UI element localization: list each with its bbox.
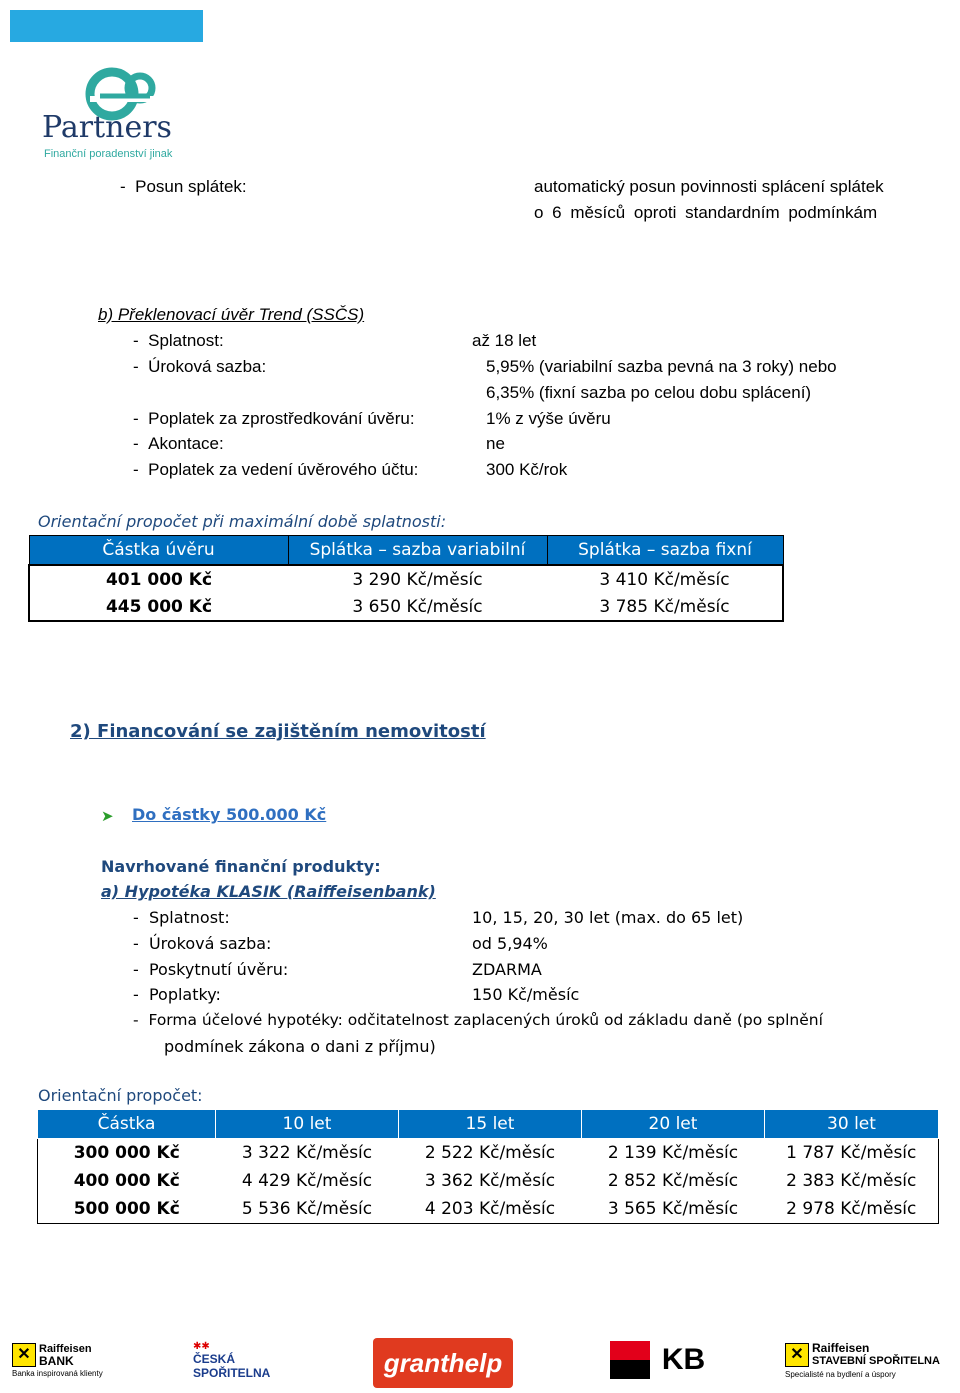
section-2-heading: 2) Financování se zajištěním nemovitostí xyxy=(70,721,486,742)
table-cell: 300 000 Kč xyxy=(73,1143,180,1163)
raiffeisen-name: Raiffeisen xyxy=(39,1342,92,1355)
table-cell: 3 362 Kč/měsíc xyxy=(424,1171,556,1191)
partners-logo xyxy=(40,66,180,166)
rss-line2: STAVEBNÍ SPOŘITELNA xyxy=(812,1354,940,1367)
table-header-cell: Částka úvěru xyxy=(29,536,288,566)
arrow-bullet-icon: ➤ xyxy=(101,808,114,825)
table-row xyxy=(38,1139,939,1168)
table-cell: 3 290 Kč/měsíc xyxy=(352,569,483,590)
raiffeisen-sub: BANK xyxy=(39,1353,74,1368)
table-cell: 2 852 Kč/měsíc xyxy=(607,1171,739,1191)
table-cell: 3 565 Kč/měsíc xyxy=(607,1199,739,1219)
posun-value-line1: automatický posun povinnosti splácení splátek xyxy=(534,177,884,196)
partners-logo-tagline: Finanční poradenství jinak xyxy=(44,148,173,160)
table-cell: 2 139 Kč/měsíc xyxy=(607,1143,739,1163)
product-value: 150 Kč/měsíc xyxy=(472,985,580,1004)
section-b-heading: b) Překlenovací úvěr Trend (SSČS) xyxy=(98,305,365,324)
table-row xyxy=(29,565,783,593)
section-b-value: 1% z výše úvěru xyxy=(486,409,611,428)
table-header-cell: 30 let xyxy=(765,1110,939,1139)
table-header-cell: Částka xyxy=(38,1110,216,1139)
partners-logo-name: Partners xyxy=(42,110,172,145)
section-b-item: - Splatnost: xyxy=(133,331,224,350)
rss-tagline: Specialisté na bydlení a úspory xyxy=(785,1369,896,1379)
raiffeisen-tagline: Banka inspirovaná klienty xyxy=(12,1368,103,1378)
raiffeisen-bank-logo xyxy=(12,1333,104,1387)
product-value: 10, 15, 20, 30 let (max. do 65 let) xyxy=(472,908,744,927)
table-cell: 2 522 Kč/měsíc xyxy=(424,1143,556,1163)
section-b-value: ne xyxy=(486,434,505,453)
table-row xyxy=(38,1195,939,1224)
product-forma-line2: podmínek zákona o dani z příjmu) xyxy=(164,1037,436,1056)
cs-line1: ČESKÁ xyxy=(193,1351,236,1366)
table-cell: 4 203 Kč/měsíc xyxy=(424,1199,556,1219)
table-cell: 2 978 Kč/měsíc xyxy=(786,1199,917,1219)
ceska-sporitelna-logo xyxy=(193,1333,271,1387)
table-cell: 400 000 Kč xyxy=(73,1171,180,1191)
section-b-value: 300 Kč/rok xyxy=(486,460,568,479)
posun-label: - Posun splátek: xyxy=(120,177,247,196)
table-cell: 1 787 Kč/měsíc xyxy=(786,1143,917,1163)
table-header-cell: Splátka – sazba fixní xyxy=(547,536,783,566)
kb-emblem-icon xyxy=(610,1341,650,1379)
table-cell: 401 000 Kč xyxy=(105,569,213,590)
section-b-item: - Poplatek za zprostředkování úvěru: xyxy=(133,409,415,428)
kb-logo: KB xyxy=(600,1333,715,1387)
rss-name: Raiffeisen xyxy=(812,1340,870,1355)
table-header-row xyxy=(29,536,783,566)
posun-value-line2: o 6 měsíců oproti standardním podmínkám xyxy=(534,203,878,222)
section-2-bullet xyxy=(101,806,114,826)
product-value: od 5,94% xyxy=(472,934,548,953)
rss-emblem-icon: ✕ xyxy=(785,1343,809,1367)
product-forma: - Forma účelové hypotéky: odčitatelnost zaplacených úroků od základu daně (po splnění xyxy=(133,1011,823,1029)
section-2-calc-title: Orientační propočet: xyxy=(38,1086,203,1105)
table-cell: 3 410 Kč/měsíc xyxy=(599,569,730,590)
section-b-item: - Úroková sazba: xyxy=(133,357,267,376)
raiffeisen-stavebni-logo xyxy=(785,1333,955,1387)
table-cell: 5 536 Kč/měsíc xyxy=(241,1199,373,1219)
products-label: Navrhované finanční produkty: xyxy=(101,857,381,876)
product-item: - Poskytnutí úvěru: xyxy=(133,960,289,979)
section-b-value: 5,95% (variabilní sazba pevná na 3 roky) nebo xyxy=(486,357,837,376)
table-header-cell: 20 let xyxy=(582,1110,765,1139)
table-cell: 3 785 Kč/měsíc xyxy=(599,596,730,617)
table-row xyxy=(38,1167,939,1195)
table-header-cell: Splátka – sazba variabilní xyxy=(288,536,547,566)
section-b-table xyxy=(28,535,784,622)
table-header-cell: 10 let xyxy=(216,1110,399,1139)
granthelp-logo: granthelp xyxy=(373,1338,513,1388)
product-item: - Splatnost: xyxy=(133,908,230,927)
table-cell: 3 650 Kč/měsíc xyxy=(352,596,483,617)
section-b-value-2: 6,35% (fixní sazba po celou dobu splácení) xyxy=(486,383,812,402)
section-b-value: až 18 let xyxy=(472,331,537,350)
section-b-calc-title: Orientační propočet při maximální době splatnosti: xyxy=(38,512,447,531)
table-header-cell: 15 let xyxy=(399,1110,582,1139)
product-value: ZDARMA xyxy=(472,960,542,979)
table-cell: 4 429 Kč/měsíc xyxy=(241,1171,373,1191)
cs-line2: SPOŘITELNA xyxy=(193,1365,271,1380)
table-cell: 3 322 Kč/měsíc xyxy=(241,1143,373,1163)
table-cell: 2 383 Kč/měsíc xyxy=(786,1171,917,1191)
product-item: - Úroková sazba: xyxy=(133,934,272,953)
product-item: - Poplatky: xyxy=(133,985,221,1004)
table-row xyxy=(29,593,783,621)
raiffeisen-emblem-icon: ✕ xyxy=(12,1343,36,1367)
top-accent-bar xyxy=(10,10,203,42)
section-2-bullet-text: Do částky 500.000 Kč xyxy=(132,805,327,824)
cs-emblem-icon: ✱✱ xyxy=(193,1340,210,1352)
table-header-row xyxy=(38,1110,939,1139)
table-cell: 445 000 Kč xyxy=(105,596,213,617)
section-b-item: - Akontace: xyxy=(133,434,224,453)
table-cell: 500 000 Kč xyxy=(73,1199,180,1219)
section-2-table xyxy=(37,1109,939,1224)
product-a-heading: a) Hypotéka KLASIK (Raiffeisenbank) xyxy=(101,882,436,901)
section-b-item: - Poplatek za vedení úvěrového účtu: xyxy=(133,460,419,479)
